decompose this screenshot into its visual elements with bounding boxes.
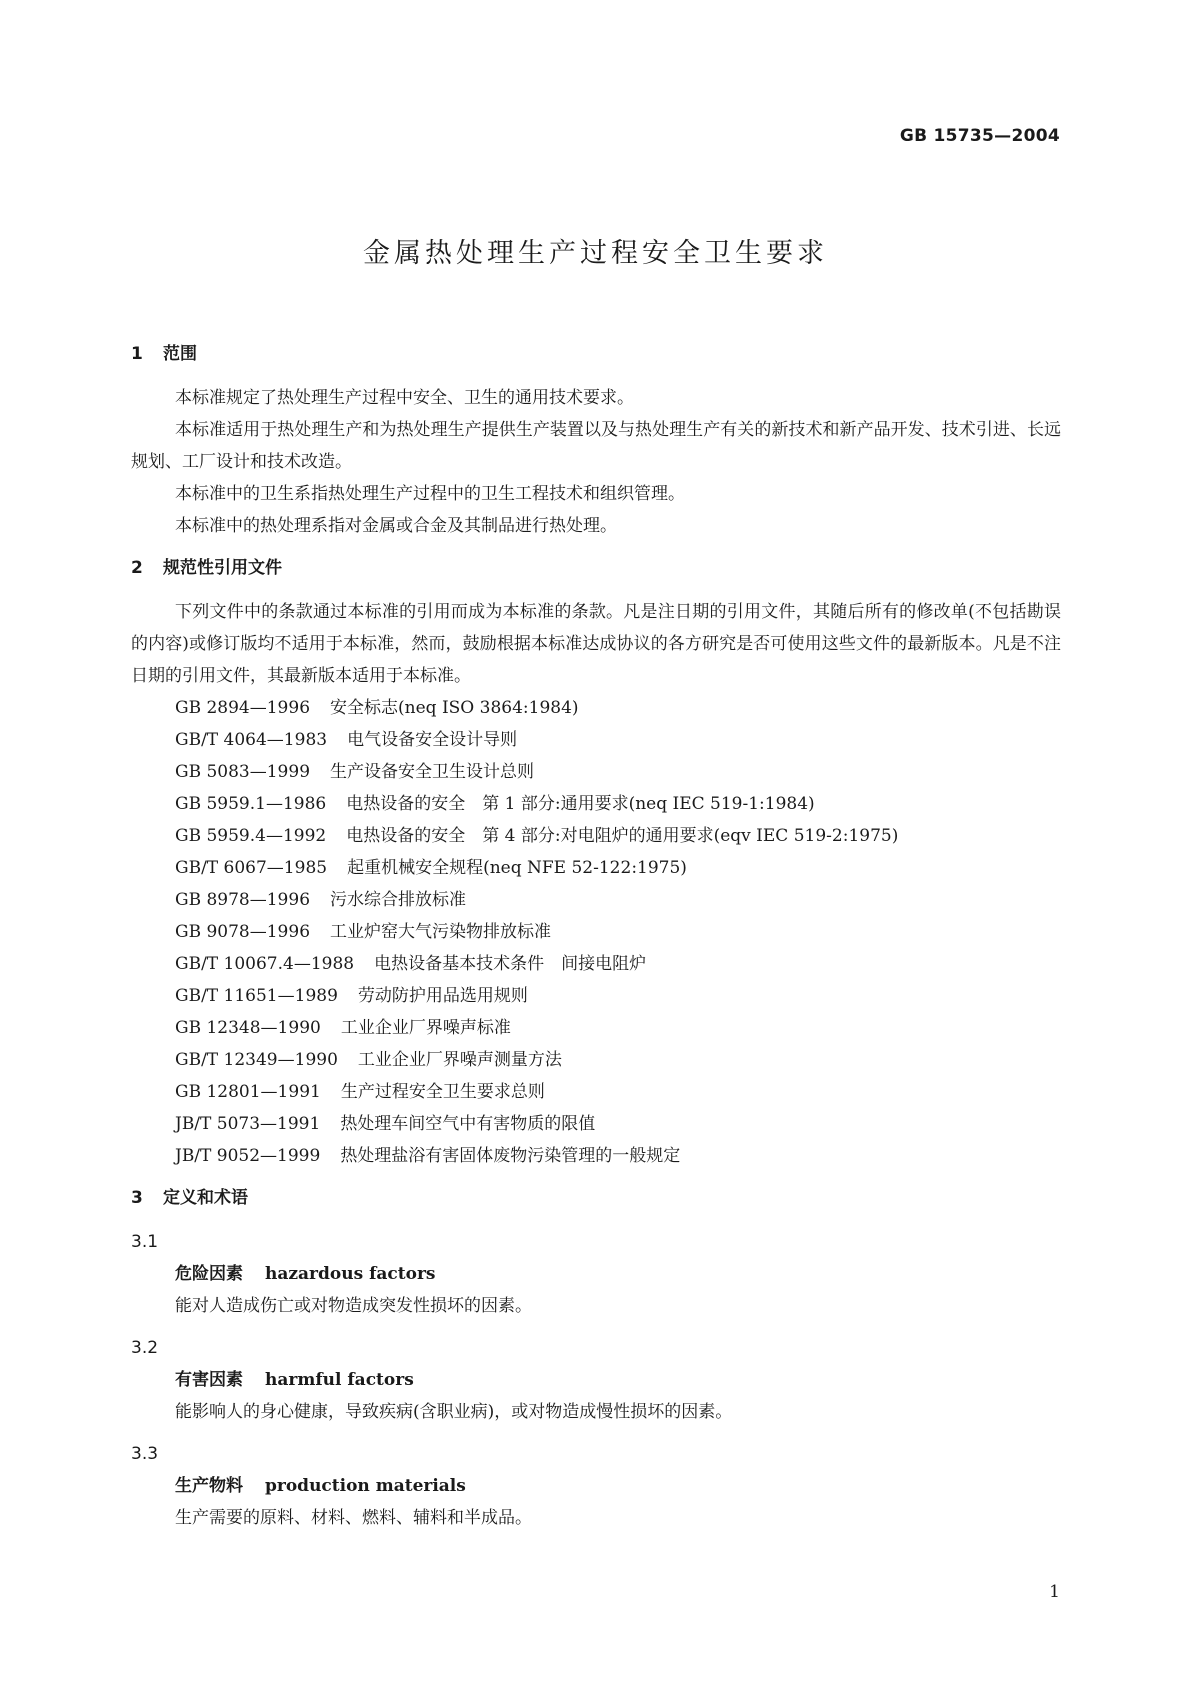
reference-title: 工业炉窑大气污染物排放标准 [330,922,552,942]
term-name [131,1470,1061,1502]
reference-item [131,1076,1061,1108]
reference-item [131,980,1061,1012]
reference-code: GB 5959.1—1986 [175,794,327,814]
reference-item [131,884,1061,916]
reference-item [131,948,1061,980]
reference-item [131,820,1061,852]
section-title: 规范性引用文件 [163,558,282,578]
reference-code: GB 5959.4—1992 [175,826,327,846]
reference-item [131,724,1061,756]
reference-code: JB/T 9052—1999 [175,1146,321,1166]
reference-item [131,1012,1061,1044]
reference-title: 工业企业厂界噪声测量方法 [357,1050,562,1070]
scope-paragraph: 本标准中的热处理系指对金属或合金及其制品进行热处理。 [175,516,617,536]
reference-item [131,692,1061,724]
reference-title: 热处理盐浴有害固体废物污染管理的一般规定 [340,1146,681,1166]
reference-code: GB 8978—1996 [175,890,311,910]
references-intro: 下列文件中的条款通过本标准的引用而成为本标准的条款。凡是注日期的引用文件，其随后所有的修改单(不包括勘误的内容)或修订版均不适用于本标准，然而，鼓励根据本标准达成协议的各方研究是否可使用这些文件的最新版本。凡是不注日期的引用文件，其最新版本适用于本标准。 [131,602,1061,686]
section-title: 范围 [163,344,197,364]
reference-code: JB/T 5073—1991 [175,1114,321,1134]
reference-code: GB 12801—1991 [175,1082,321,1102]
reference-code: GB/T 4064—1983 [175,730,328,750]
section-2-heading [131,552,1061,584]
reference-code: GB/T 6067—1985 [175,858,328,878]
reference-title: 污水综合排放标准 [330,890,467,910]
term-chinese: 有害因素 [175,1370,243,1390]
reference-title: 电热设备的安全 第 1 部分:通用要求(neq IEC 519-1:1984) [346,794,815,814]
reference-title: 电热设备基本技术条件 间接电阻炉 [374,954,647,974]
scope-paragraph: 本标准规定了热处理生产过程中安全、卫生的通用技术要求。 [175,388,634,408]
reference-title: 工业企业厂界噪声标准 [340,1018,511,1038]
reference-title: 电热设备的安全 第 4 部分:对电阻炉的通用要求(eqv IEC 519-2:1975) [346,826,899,846]
reference-code: GB/T 12349—1990 [175,1050,338,1070]
section-number: 1 [131,344,143,364]
term-number: 3.1 [131,1232,159,1252]
term-number: 3.3 [131,1444,159,1464]
reference-item [131,1140,1061,1172]
term-number: 3.2 [131,1338,159,1358]
section-number: 2 [131,558,143,578]
term-name [131,1258,1061,1290]
reference-code: GB 2894—1996 [175,698,311,718]
section-title: 定义和术语 [163,1188,248,1208]
reference-list [131,692,1061,1172]
term-english: production materials [265,1476,466,1496]
term-name [131,1364,1061,1396]
standard-code: GB 15735—2004 [899,126,1060,146]
reference-item [131,756,1061,788]
term-chinese: 生产物料 [175,1476,243,1496]
reference-code: GB/T 10067.4—1988 [175,954,355,974]
reference-item [131,1108,1061,1140]
reference-code: GB 9078—1996 [175,922,311,942]
term-chinese: 危险因素 [175,1264,243,1284]
document-title: 金属热处理生产过程安全卫生要求 [363,238,828,269]
reference-item [131,916,1061,948]
term-english: hazardous factors [265,1264,436,1284]
reference-title: 生产过程安全卫生要求总则 [340,1082,545,1102]
term-definition: 生产需要的原料、材料、燃料、辅料和半成品。 [175,1508,532,1528]
page-number: 1 [1049,1582,1060,1602]
reference-title: 起重机械安全规程(neq NFE 52-122:1975) [347,858,687,878]
reference-title: 生产设备安全卫生设计总则 [330,762,535,782]
term-english: harmful factors [265,1370,414,1390]
reference-title: 劳动防护用品选用规则 [357,986,528,1006]
section-number: 3 [131,1188,143,1208]
term-definition: 能影响人的身心健康，导致疾病(含职业病)，或对物造成慢性损坏的因素。 [175,1402,733,1422]
reference-item [131,1044,1061,1076]
section-3-heading [131,1182,1061,1214]
reference-code: GB/T 11651—1989 [175,986,338,1006]
scope-paragraph: 本标准适用于热处理生产和为热处理生产提供生产装置以及与热处理生产有关的新技术和新产品开发、技术引进、长远规划、工厂设计和技术改造。 [131,420,1061,472]
reference-title: 电气设备安全设计导则 [347,730,518,750]
reference-title: 安全标志(neq ISO 3864:1984) [330,698,579,718]
reference-code: GB 12348—1990 [175,1018,321,1038]
document-body [131,338,1061,1534]
reference-code: GB 5083—1999 [175,762,311,782]
term-definition: 能对人造成伤亡或对物造成突发性损坏的因素。 [175,1296,532,1316]
reference-title: 热处理车间空气中有害物质的限值 [340,1114,596,1134]
section-1-heading [131,338,1061,370]
reference-item [131,788,1061,820]
reference-item [131,852,1061,884]
scope-paragraph: 本标准中的卫生系指热处理生产过程中的卫生工程技术和组织管理。 [175,484,685,504]
